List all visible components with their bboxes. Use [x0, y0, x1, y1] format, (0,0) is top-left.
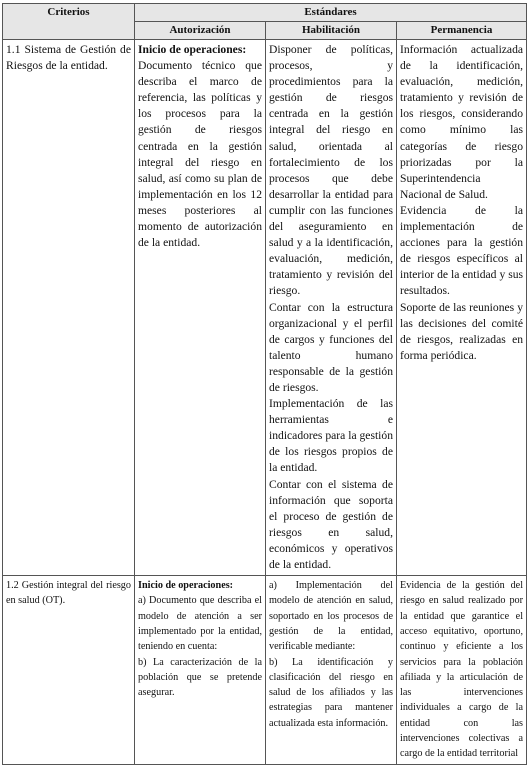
- habilitacion-item: Implementación de las herramientas e indicadores para la gestión de los riesgos propios de la entidad.: [269, 397, 393, 475]
- habilitacion-item: b) La identificación y clasificación del riesgo en salud de los afiliados y las estrategias para mantener actualizada esta información.: [269, 656, 393, 729]
- header-habilitacion: Habilitación: [266, 22, 397, 40]
- permanencia-item: Evidencia de la gestión del riesgo en salud realizado por la entidad que garantice el acceso equitativo, oportuno, continuo y eficiente a los servicios para la población afiliada y la articulación de las intervenciones individuales a cargo de la entidad con las intervenciones colectivas a cargo de la entidad territorial: [400, 580, 524, 760]
- habilitacion-item: a) Implementación del modelo de atención en salud, soportado en los procesos de gestión de la entidad, verificable mediante:: [269, 580, 393, 653]
- permanencia-item: Evidencia de la implementación de acciones para la gestión de riesgos específicos al interior de la entidad y sus resultados.: [400, 203, 524, 298]
- header-criterios: Criterios: [3, 4, 135, 40]
- habilitacion-item: Disponer de políticas, procesos, y procedimientos para la gestión de riesgos centrada en la gestión integral del riesgo en salud, orientada al fortalecimiento de los procesos que debe desarrollar la entidad para cumplir con las funciones del aseguramiento en salud y a la identificación, evaluación, medición, tratamiento y revisión del riesgo.: [269, 43, 393, 298]
- table-row: [3, 40, 527, 576]
- inicio-operaciones-label: Inicio de operaciones:: [138, 580, 234, 592]
- autorizacion-item: a) Documento que describa el modelo de atención a ser implementado por la entidad, teniendo en cuenta:: [138, 595, 262, 653]
- habilitacion-item: Contar con la estructura organizacional y el perfil de cargos y funciones del talento humano responsable de la gestión de riesgos.: [269, 300, 393, 394]
- permanencia-item: Soporte de las reuniones y las decisiones del comité de riesgos, realizadas en forma periódica.: [400, 300, 524, 362]
- criterio-cell: 1.1 Sistema de Gestión de Riesgos de la entidad.: [3, 40, 135, 576]
- autorizacion-cell: [135, 40, 266, 576]
- autorizacion-item: b) La caracterización de la población que se pretende asegurar.: [138, 656, 262, 699]
- habilitacion-cell: [266, 40, 397, 576]
- header-autorizacion: Autorización: [135, 22, 266, 40]
- standards-table: [2, 3, 527, 765]
- criterio-cell: 1.2 Gestión integral del riesgo en salud (OT).: [3, 576, 135, 765]
- permanencia-cell: [397, 40, 527, 576]
- header-permanencia: Permanencia: [397, 22, 527, 40]
- inicio-operaciones-label: Inicio de operaciones:: [138, 43, 247, 56]
- autorizacion-text: Documento técnico que describa el marco de referencia, las políticas y los procesos para la gestión de riesgos centrada en la gestión integral del riesgo en salud, así como su plan de implementación en los 12 meses posteriores al momento de autorización de la entidad.: [138, 59, 262, 250]
- header-estandares: Estándares: [135, 4, 527, 22]
- habilitacion-item: Contar con el sistema de información que soporta el proceso de gestión de riesgos en salud, económicos y operativos de la entidad.: [269, 477, 393, 571]
- permanencia-item: Información actualizada de la identificación, evaluación, medición, tratamiento y revisión de los riesgos, considerando como mínimo las categorías de riesgo priorizadas por la Superintendencia Nacional de Salud.: [400, 43, 524, 201]
